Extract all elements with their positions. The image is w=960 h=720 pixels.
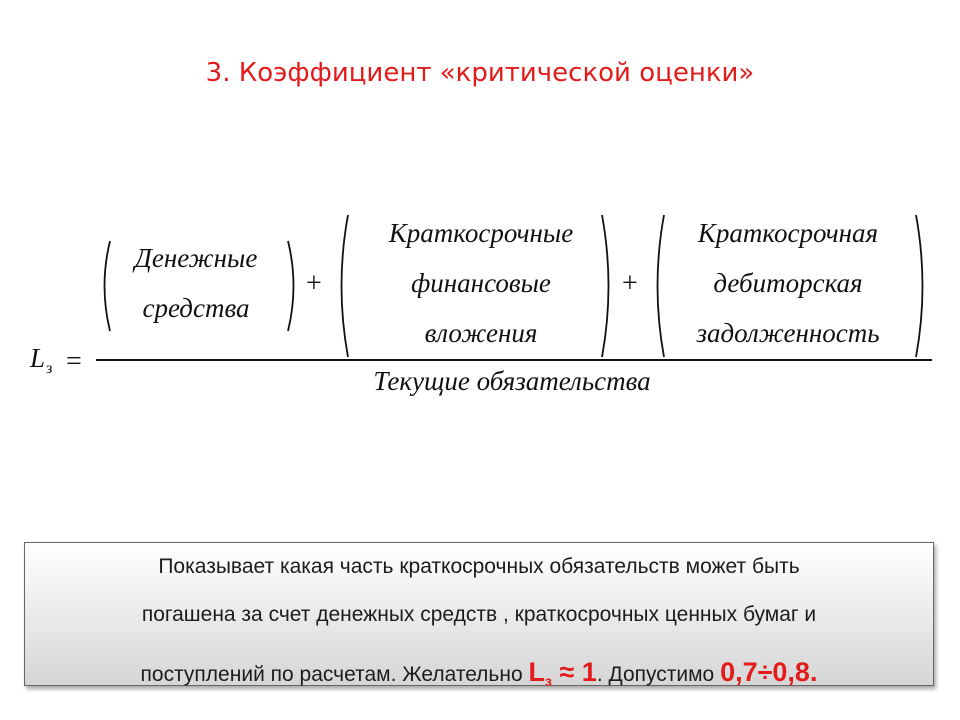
term3-line3: задолженность	[696, 318, 880, 348]
note-line-3-text: поступлений по расчетам. Желательно	[140, 663, 529, 686]
formula-lhs	[30, 343, 52, 378]
term3-line1: Краткосрочная	[697, 218, 879, 248]
term2-left-paren	[334, 214, 350, 358]
term1-line2: средства	[142, 293, 250, 323]
term3-line2: дебиторская	[713, 268, 863, 298]
equals-sign: =	[66, 346, 82, 377]
desired-subscript: з	[545, 673, 552, 689]
plus-sign-1: +	[306, 268, 322, 299]
term1-line1: Денежные	[134, 243, 258, 273]
term3-right-paren	[914, 214, 930, 358]
allowed-text: . Допустимо	[596, 663, 721, 686]
desired-ratio	[529, 657, 597, 687]
lhs-subscript: з	[46, 360, 53, 377]
fraction-bar	[96, 359, 932, 361]
term3-left-paren	[650, 214, 666, 358]
term1-right-paren	[286, 240, 300, 332]
term2-line1: Краткосрочные	[388, 218, 574, 248]
desired-value: ≈ 1	[551, 657, 597, 687]
explanation-box	[24, 542, 934, 689]
term2-right-paren	[600, 214, 616, 358]
denominator: Текущие обязательства	[373, 366, 651, 396]
plus-sign-2: +	[622, 268, 638, 299]
note-line-3	[25, 657, 933, 689]
lhs-symbol: L	[30, 343, 46, 373]
term1-left-paren	[98, 240, 112, 332]
slide-title: 3. Коэффициент «критической оценки»	[205, 58, 755, 88]
term2-line2: финансовые	[411, 268, 551, 298]
note-line-1: Показывает какая часть краткосрочных обязательств может быть	[158, 555, 800, 578]
allowed-range: 0,7÷0,8.	[720, 657, 818, 687]
note-line-2: погашена за счет денежных средств , краткосрочных ценных бумаг и	[141, 603, 817, 626]
desired-symbol: L	[528, 657, 545, 687]
term2-line3: вложения	[424, 318, 538, 348]
